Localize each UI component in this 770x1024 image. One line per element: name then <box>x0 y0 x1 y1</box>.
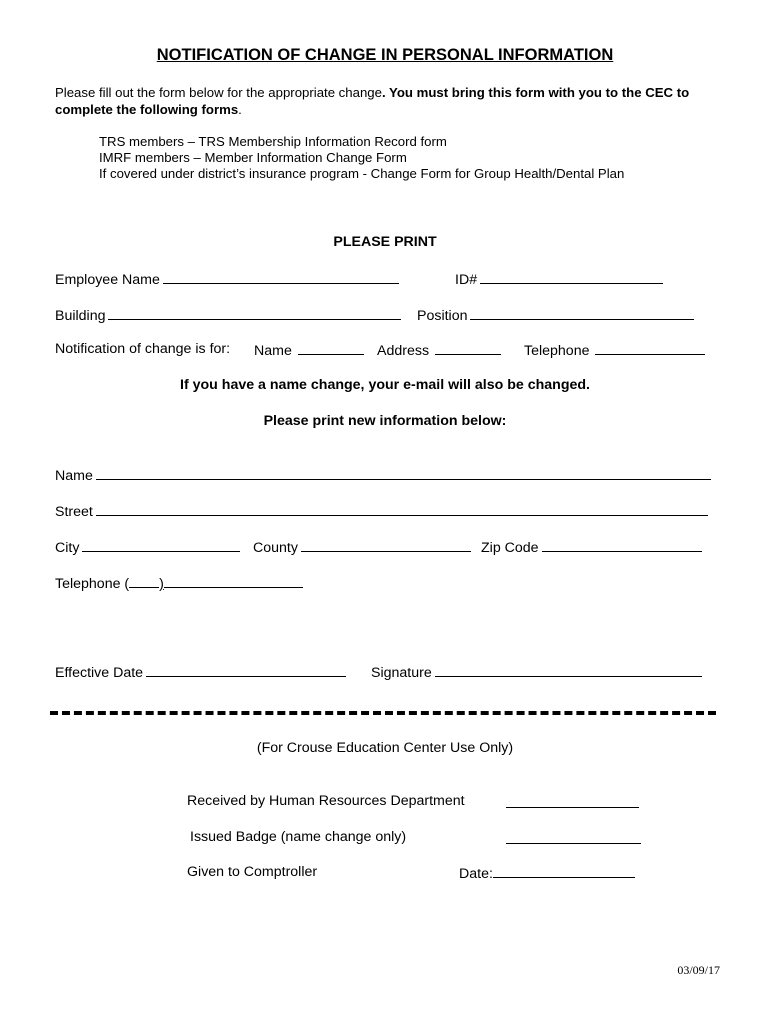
effective-date-field[interactable] <box>55 663 346 681</box>
required-form-imrf: IMRF members – Member Information Change Form <box>99 150 407 165</box>
name-change-note: If you have a name change, your e-mail will also be changed. <box>180 377 590 393</box>
zip-line[interactable] <box>542 538 702 552</box>
county-field[interactable] <box>253 538 471 556</box>
new-name-field[interactable] <box>55 466 711 484</box>
zip-label: Zip Code <box>481 540 539 556</box>
notify-name-label: Name <box>254 343 292 359</box>
city-label: City <box>55 540 80 556</box>
zip-field[interactable] <box>481 538 702 556</box>
required-form-trs: TRS members – TRS Membership Information Record form <box>99 134 447 149</box>
notify-name-line[interactable] <box>298 341 364 355</box>
form-revision-date: 03/09/17 <box>677 963 720 977</box>
new-name-label: Name <box>55 468 93 484</box>
area-code-close: ) <box>159 576 164 592</box>
received-line[interactable] <box>506 794 639 808</box>
effective-date-line[interactable] <box>146 663 346 677</box>
office-use-heading: (For Crouse Education Center Use Only) <box>256 740 514 756</box>
position-label: Position <box>417 308 468 324</box>
notify-address-label: Address <box>377 343 430 359</box>
county-label: County <box>253 540 298 556</box>
notify-telephone-field[interactable] <box>524 341 705 359</box>
employee-name-line[interactable] <box>163 270 399 284</box>
id-label: ID# <box>455 272 478 288</box>
signature-label: Signature <box>371 665 432 681</box>
new-telephone-line[interactable] <box>164 574 303 588</box>
signature-field[interactable] <box>371 663 702 681</box>
new-name-line[interactable] <box>96 466 711 480</box>
building-field[interactable] <box>55 306 401 324</box>
required-form-insurance: If covered under district’s insurance program - Change Form for Group Health/Dental Plan <box>99 166 625 181</box>
print-new-info-heading: Please print new information below: <box>263 413 507 429</box>
street-line[interactable] <box>96 502 708 516</box>
comptroller-label: Given to Comptroller <box>187 864 318 880</box>
please-print-heading: PLEASE PRINT <box>333 234 437 250</box>
street-field[interactable] <box>55 502 708 520</box>
id-line[interactable] <box>480 270 663 284</box>
city-field[interactable] <box>55 538 240 556</box>
notify-address-field[interactable] <box>377 341 501 359</box>
notify-telephone-label: Telephone <box>524 343 590 359</box>
position-line[interactable] <box>470 306 694 320</box>
new-telephone-field[interactable] <box>55 574 303 592</box>
id-field[interactable] <box>455 270 663 288</box>
employee-name-field[interactable] <box>55 270 399 288</box>
date-field[interactable] <box>459 864 635 882</box>
building-line[interactable] <box>108 306 401 320</box>
intro-paragraph <box>55 84 720 118</box>
street-label: Street <box>55 504 93 520</box>
effective-date-label: Effective Date <box>55 665 144 681</box>
notify-telephone-line[interactable] <box>595 341 705 355</box>
county-line[interactable] <box>301 538 471 552</box>
area-code-line[interactable] <box>129 574 159 588</box>
notify-address-line[interactable] <box>435 341 501 355</box>
employee-name-label: Employee Name <box>55 272 160 288</box>
badge-line[interactable] <box>506 830 641 844</box>
city-line[interactable] <box>82 538 240 552</box>
intro-bold: . You must bring this form with you to the CEC to complete the following forms <box>55 85 690 117</box>
form-title: NOTIFICATION OF CHANGE IN PERSONAL INFORMATION <box>156 46 614 64</box>
intro-plain: Please fill out the form below for the appropriate change <box>55 85 382 100</box>
notification-label: Notification of change is for: <box>55 341 231 357</box>
badge-label: Issued Badge (name change only) <box>190 829 407 845</box>
cut-line-divider <box>50 711 716 715</box>
building-label: Building <box>55 308 106 324</box>
date-line[interactable] <box>493 864 635 878</box>
intro-end: . <box>238 102 242 117</box>
signature-line[interactable] <box>435 663 702 677</box>
date-label: Date: <box>459 866 493 882</box>
notify-name-field[interactable] <box>254 341 364 359</box>
position-field[interactable] <box>417 306 694 324</box>
received-label: Received by Human Resources Department <box>187 793 465 809</box>
new-telephone-label: Telephone ( <box>55 576 130 592</box>
